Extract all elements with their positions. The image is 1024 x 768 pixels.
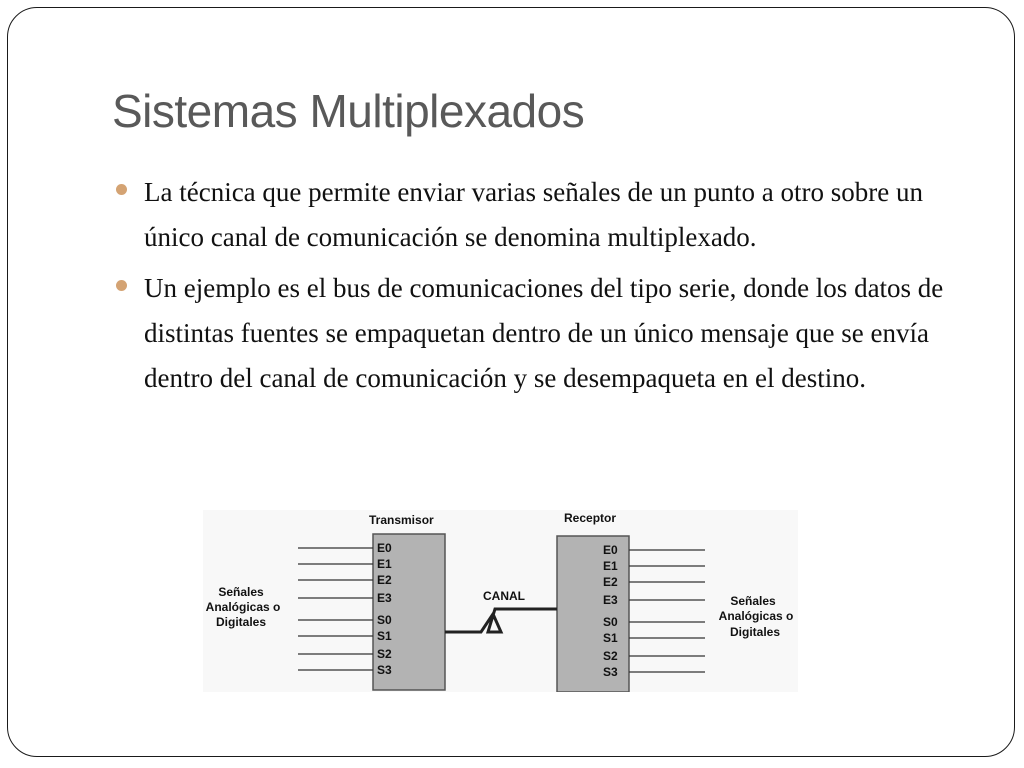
left-note-line: Señales bbox=[218, 585, 264, 599]
right-note-line: Analógicas o bbox=[718, 609, 794, 623]
multiplex-diagram-svg bbox=[203, 510, 798, 692]
receiver-label: Receptor bbox=[564, 511, 617, 525]
left-note-line: Digitales bbox=[215, 615, 267, 629]
transmitter-pin-label: E0 bbox=[377, 541, 392, 555]
multiplex-diagram bbox=[203, 510, 798, 692]
transmitter-pin-label: S1 bbox=[377, 629, 392, 643]
receiver-pin-label: E2 bbox=[603, 575, 618, 589]
receiver-pin-label: S1 bbox=[603, 631, 618, 645]
bullet-list bbox=[112, 170, 972, 407]
right-note-line: Señales bbox=[730, 594, 776, 608]
receiver-pin-label: S3 bbox=[603, 665, 618, 679]
bullet-dot-icon bbox=[116, 184, 127, 195]
bullet-dot-icon bbox=[116, 280, 127, 291]
transmitter-pin-label: S0 bbox=[377, 613, 392, 627]
right-note-line: Digitales bbox=[729, 625, 781, 639]
transmitter-pin-label: E1 bbox=[377, 557, 392, 571]
bullet-item bbox=[112, 170, 972, 260]
transmitter-pin-label: S3 bbox=[377, 663, 392, 677]
transmitter-pin-label: E3 bbox=[377, 591, 392, 605]
transmitter-pin-label: S2 bbox=[377, 647, 392, 661]
transmitter-pin-label: E2 bbox=[377, 573, 392, 587]
receiver-pin-label: E3 bbox=[603, 593, 618, 607]
bullet-text: Un ejemplo es el bus de comunicaciones del tipo serie, donde los datos de distintas fuentes se empaquetan dentro de un único mensaje que se envía dentro del canal de comunicación y se desempaqueta en el destino. bbox=[144, 273, 944, 393]
bullet-item bbox=[112, 266, 972, 401]
receiver-pin-label: S0 bbox=[603, 615, 618, 629]
receiver-pin-label: E0 bbox=[603, 543, 618, 557]
transmitter-label: Transmisor bbox=[369, 513, 434, 527]
channel-line bbox=[445, 609, 557, 632]
bullet-text: La técnica que permite enviar varias señales de un punto a otro sobre un único canal de comunicación se denomina multiplexado. bbox=[144, 177, 923, 252]
receiver-pin-label: S2 bbox=[603, 649, 618, 663]
channel-label: CANAL bbox=[483, 589, 525, 603]
slide-title: Sistemas Multiplexados bbox=[112, 85, 585, 137]
receiver-pin-label: E1 bbox=[603, 559, 618, 573]
left-note-line: Analógicas o bbox=[205, 600, 281, 614]
receiver-box bbox=[557, 536, 629, 692]
